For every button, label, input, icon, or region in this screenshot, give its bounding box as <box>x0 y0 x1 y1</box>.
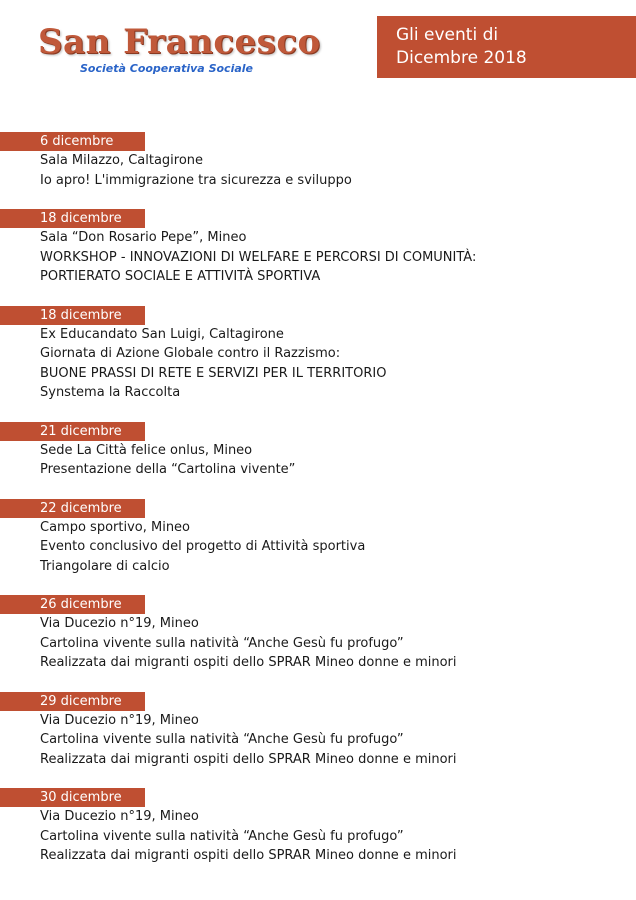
event-line: Presentazione della “Cartolina vivente” <box>40 462 296 477</box>
banner-line-2: Dicembre 2018 <box>396 48 527 68</box>
event-line: Cartolina vivente sulla natività “Anche Gesù fu profugo” <box>40 828 404 844</box>
event-line: Realizzata dai migranti ospiti dello SPRAR Mineo donne e minori <box>40 848 457 863</box>
event-line: Synstema la Raccolta <box>40 385 181 400</box>
event-date: 29 dicembre <box>0 692 145 711</box>
event-item <box>0 499 636 577</box>
event-line: PORTIERATO SOCIALE E ATTIVITÀ SPORTIVA <box>40 269 321 284</box>
event-line: Campo sportivo, Mineo <box>40 519 191 535</box>
event-item <box>0 422 636 480</box>
event-line: Realizzata dai migranti ospiti dello SPRAR Mineo donne e minori <box>40 751 457 767</box>
event-line: Sede La Città felice onlus, Mineo <box>40 442 253 458</box>
event-date: 21 dicembre <box>0 422 145 441</box>
event-line: Evento conclusivo del progetto di Attività sportiva <box>40 539 366 554</box>
event-line: Cartolina vivente sulla natività “Anche Gesù fu profugo” <box>40 635 404 651</box>
event-line: Via Ducezio n°19, Mineo <box>40 616 199 631</box>
event-line: Triangolare di calcio <box>40 558 170 574</box>
event-line: Sala Milazzo, Caltagirone <box>40 153 204 168</box>
event-line: Sala “Don Rosario Pepe”, Mineo <box>40 230 247 245</box>
logo <box>38 22 321 75</box>
event-item <box>0 209 636 287</box>
event-date: 6 dicembre <box>0 132 145 151</box>
event-line: Realizzata dai migranti ospiti dello SPRAR Mineo donne e minori <box>40 655 457 670</box>
event-date: 30 dicembre <box>0 788 145 807</box>
event-date: 18 dicembre <box>0 209 145 228</box>
event-line: Ex Educandato San Luigi, Caltagirone <box>40 326 284 342</box>
event-item <box>0 595 636 673</box>
event-line: Giornata di Azione Globale contro il Razzismo: <box>40 346 341 361</box>
event-item <box>0 788 636 866</box>
event-line: WORKSHOP - INNOVAZIONI DI WELFARE E PERCORSI DI COMUNITÀ: <box>40 249 477 265</box>
event-line: Via Ducezio n°19, Mineo <box>40 712 199 728</box>
event-line: Via Ducezio n°19, Mineo <box>40 809 199 824</box>
event-line: BUONE PRASSI DI RETE E SERVIZI PER IL TERRITORIO <box>40 365 387 381</box>
event-line: Cartolina vivente sulla natività “Anche Gesù fu profugo” <box>40 732 404 747</box>
logo-subtitle: Società Cooperativa Sociale <box>80 62 253 75</box>
event-date: 18 dicembre <box>0 306 145 325</box>
event-item <box>0 692 636 770</box>
title-banner <box>377 16 636 78</box>
event-date: 22 dicembre <box>0 499 145 518</box>
events-list <box>0 132 636 885</box>
event-line: Io apro! L'immigrazione tra sicurezza e sviluppo <box>40 172 352 188</box>
event-date: 26 dicembre <box>0 595 145 614</box>
event-item <box>0 306 636 403</box>
event-item <box>0 132 636 190</box>
logo-name: San Francesco <box>38 22 321 62</box>
banner-line-1: Gli eventi di <box>396 25 499 45</box>
